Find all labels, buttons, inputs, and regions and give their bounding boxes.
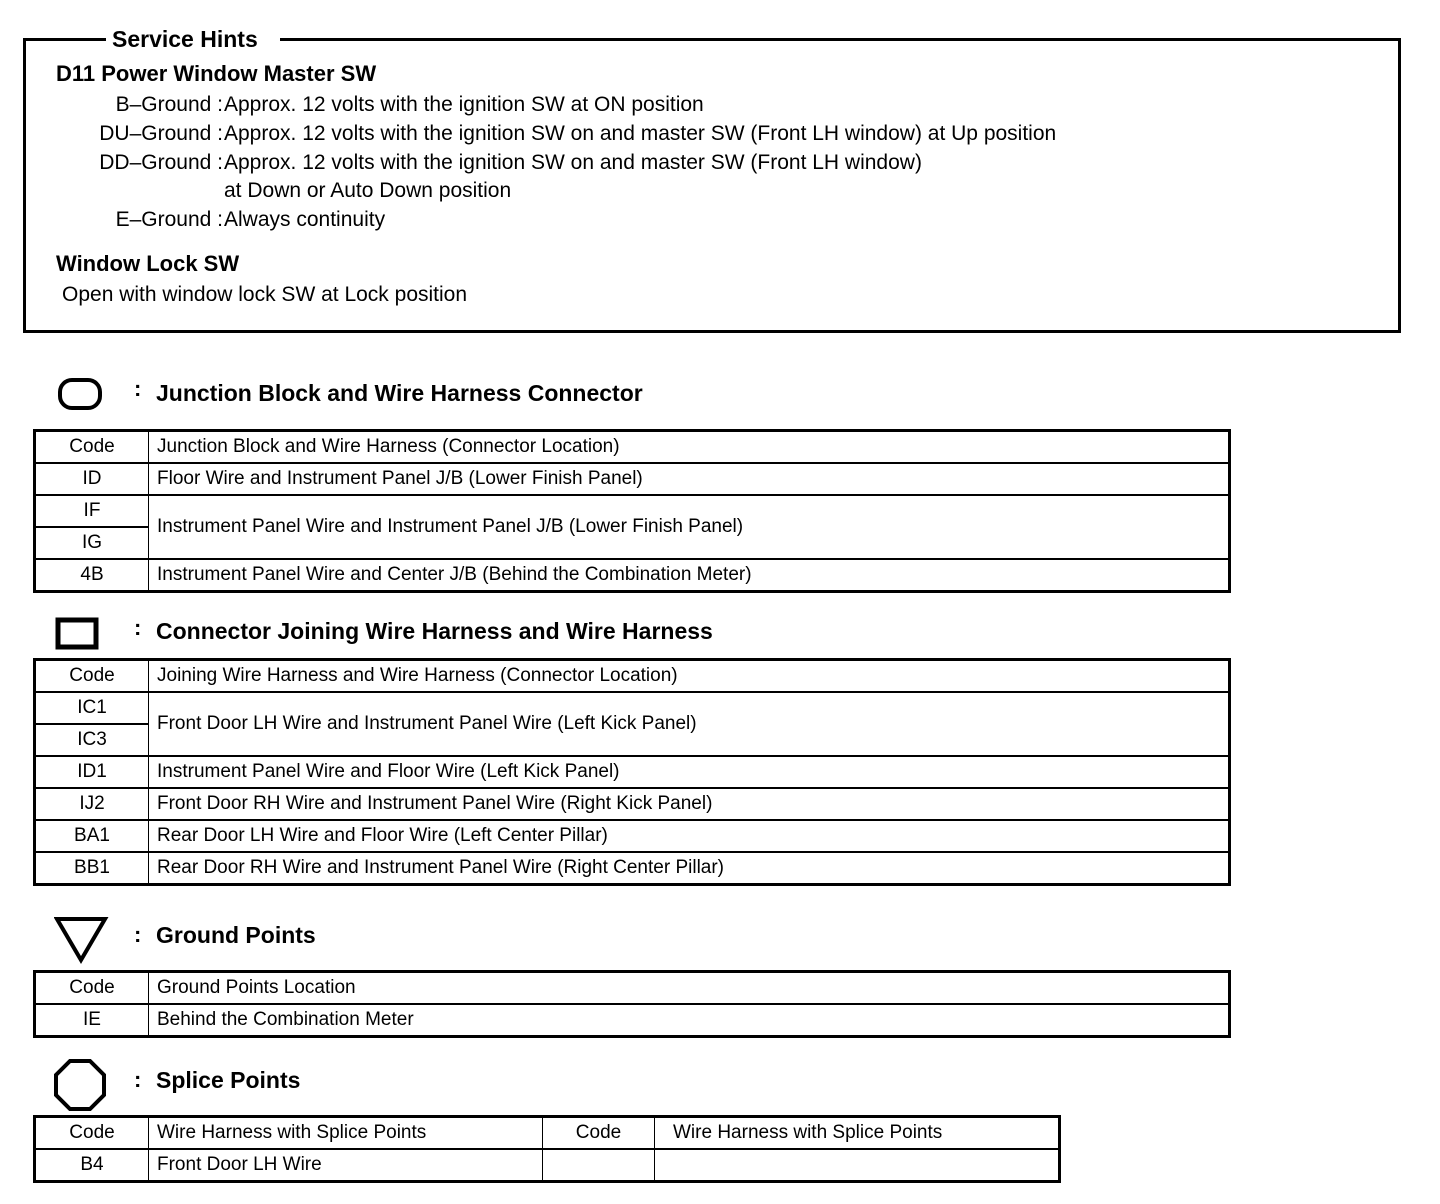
column-header: Code <box>35 660 149 693</box>
code-cell: IC3 <box>35 724 149 756</box>
table-row <box>35 463 1230 495</box>
code-cell: IC1 <box>35 692 149 724</box>
code-cell: ID <box>35 463 149 495</box>
legend-colon: : <box>134 922 142 947</box>
service-hints-box <box>23 26 1401 333</box>
column-header: Code <box>35 1117 149 1150</box>
junction-block-heading: Junction Block and Wire Harness Connector <box>156 380 643 406</box>
column-header: Code <box>35 431 149 464</box>
code-cell: B4 <box>35 1149 149 1182</box>
location-cell: Instrument Panel Wire and Center J/B (Behind the Combination Meter) <box>149 559 1230 592</box>
table-row <box>35 788 1230 820</box>
location-cell: Rear Door RH Wire and Instrument Panel Wire (Right Center Pillar) <box>149 852 1230 885</box>
window-lock-text: Open with window lock SW at Lock position <box>62 283 468 306</box>
column-header: Ground Points Location <box>149 972 1230 1005</box>
table-row <box>35 559 1230 592</box>
code-cell: BB1 <box>35 852 149 885</box>
table-header-row <box>35 972 1230 1005</box>
hint-label: DD–Ground : <box>99 151 223 174</box>
location-cell: Behind the Combination Meter <box>149 1004 1230 1037</box>
table-header-row <box>35 431 1230 464</box>
legend-colon: : <box>134 376 142 401</box>
location-cell: Rear Door LH Wire and Floor Wire (Left Center Pillar) <box>149 820 1230 852</box>
column-header: Code <box>543 1117 655 1150</box>
junction-block-table <box>33 429 1231 593</box>
column-header: Wire Harness with Splice Points <box>149 1117 543 1150</box>
code-cell: IG <box>35 527 149 559</box>
table-row <box>35 495 1230 527</box>
hint-text: at Down or Auto Down position <box>224 179 512 202</box>
table-row <box>35 852 1230 885</box>
code-cell: ID1 <box>35 756 149 788</box>
table-row <box>35 756 1230 788</box>
column-header: Junction Block and Wire Harness (Connector Location) <box>149 431 1230 464</box>
connector-joining-heading: Connector Joining Wire Harness and Wire Harness <box>156 618 713 644</box>
service-hints-title: Service Hints <box>106 24 280 54</box>
hint-label: B–Ground : <box>115 93 223 116</box>
location-cell: Floor Wire and Instrument Panel J/B (Lower Finish Panel) <box>149 463 1230 495</box>
column-header: Wire Harness with Splice Points <box>655 1117 1060 1150</box>
code-cell <box>543 1149 655 1182</box>
code-cell: BA1 <box>35 820 149 852</box>
hint-text: Approx. 12 volts with the ignition SW at ON position <box>224 93 704 116</box>
location-cell: Front Door LH Wire and Instrument Panel Wire (Left Kick Panel) <box>149 692 1230 756</box>
hint-label: DU–Ground : <box>99 122 223 145</box>
code-cell: IJ2 <box>35 788 149 820</box>
hint-text: Approx. 12 volts with the ignition SW on and master SW (Front LH window) at Up position <box>224 122 1057 145</box>
window-lock-heading: Window Lock SW <box>56 251 240 276</box>
legend-colon: : <box>134 1067 142 1092</box>
connector-joining-table <box>33 658 1231 886</box>
splice-points-heading: Splice Points <box>156 1067 301 1093</box>
table-header-row <box>35 1117 1060 1150</box>
harness-cell <box>655 1149 1060 1182</box>
column-header: Code <box>35 972 149 1005</box>
code-cell: IF <box>35 495 149 527</box>
location-cell: Instrument Panel Wire and Instrument Panel J/B (Lower Finish Panel) <box>149 495 1230 559</box>
component-heading: D11 Power Window Master SW <box>56 61 377 86</box>
location-cell: Front Door RH Wire and Instrument Panel Wire (Right Kick Panel) <box>149 788 1230 820</box>
table-row <box>35 1149 1060 1182</box>
hint-label: E–Ground : <box>115 208 223 231</box>
ground-points-heading: Ground Points <box>156 922 316 948</box>
table-row <box>35 820 1230 852</box>
code-cell: IE <box>35 1004 149 1037</box>
hint-text: Always continuity <box>224 208 386 231</box>
location-cell: Instrument Panel Wire and Floor Wire (Left Kick Panel) <box>149 756 1230 788</box>
ground-point-icon <box>54 914 110 966</box>
table-row <box>35 1004 1230 1037</box>
splice-points-table <box>33 1115 1061 1183</box>
hint-text: Approx. 12 volts with the ignition SW on and master SW (Front LH window) <box>224 151 922 174</box>
code-cell: 4B <box>35 559 149 592</box>
junction-block-icon <box>54 374 110 418</box>
harness-cell: Front Door LH Wire <box>149 1149 543 1182</box>
ground-points-table <box>33 970 1231 1038</box>
connector-joining-icon <box>54 613 110 657</box>
column-header: Joining Wire Harness and Wire Harness (Connector Location) <box>149 660 1230 693</box>
table-header-row <box>35 660 1230 693</box>
table-row <box>35 692 1230 724</box>
splice-point-icon <box>54 1058 110 1112</box>
legend-colon: : <box>134 615 142 640</box>
